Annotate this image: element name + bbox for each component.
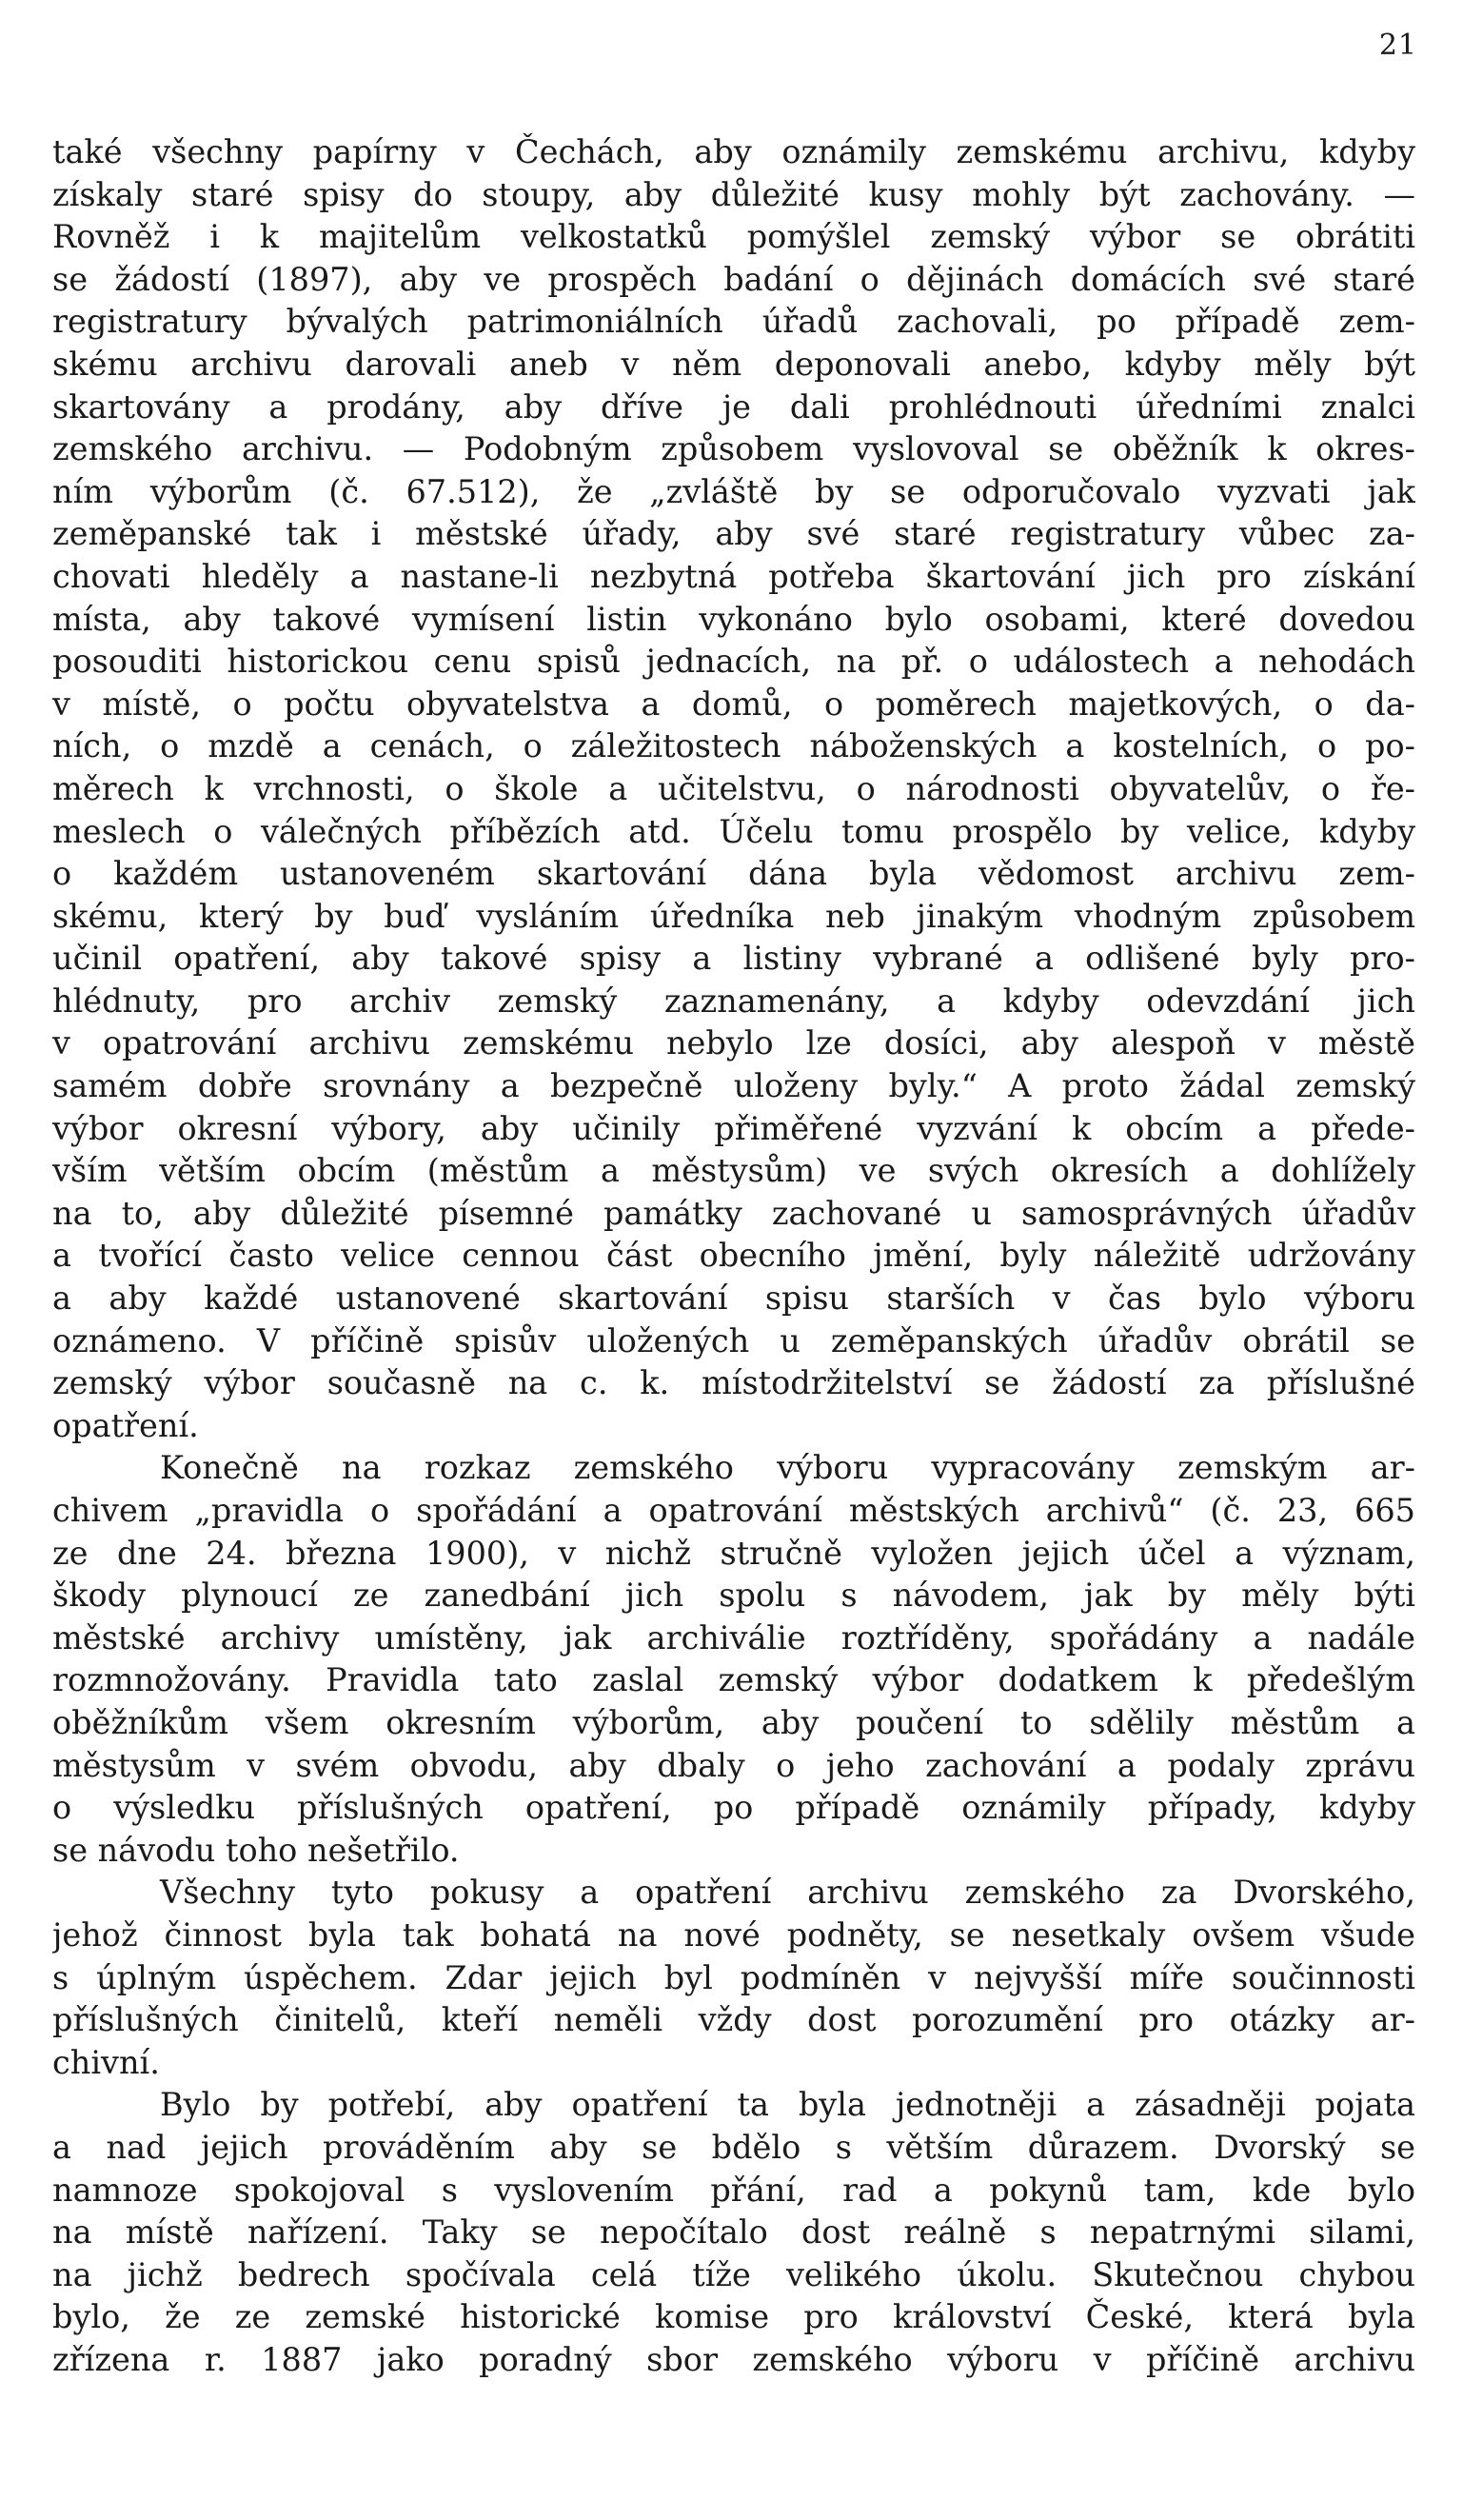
text-line: měrech k vrchnosti, o škole a učitelstvu, o národnosti obyvatelův, o ře- — [52, 769, 1415, 807]
text-line: bylo, že ze zemské historické komise pro království České, která byla — [52, 2298, 1415, 2336]
text-line: výbor okresní výbory, aby učinily přiměřené vyzvání k obcím a přede- — [52, 1109, 1415, 1147]
text-line: meslech o válečných příbězích atd. Účelu tomu prospělo by velice, kdyby — [52, 812, 1415, 850]
paragraph-1 — [52, 131, 1415, 1447]
text-line: získaly staré spisy do stoupy, aby důležité kusy mohly být zachovány. — — [52, 175, 1415, 213]
paragraph-2 — [52, 1447, 1415, 1872]
text-line: vším větším obcím (městům a městysům) ve svých okresích a dohlížely — [52, 1152, 1415, 1190]
text-line: ze dne 24. března 1900), v nichž stručně vyložen jejich účel a význam, — [52, 1534, 1415, 1572]
page-number: 21 — [1378, 29, 1417, 62]
paragraph-4 — [52, 2084, 1415, 2381]
text-line: městské archivy umístěny, jak archiválie roztříděny, spořádány a nadále — [52, 1618, 1415, 1657]
text-line: Rovněž i k majitelům velkostatků pomýšlel zemský výbor se obrátiti — [52, 218, 1415, 256]
body-text — [52, 131, 1415, 2381]
text-line: s úplným úspěchem. Zdar jejich byl podmíněn v nejvyšší míře součinnosti — [52, 1958, 1415, 1996]
text-line: rozmnožovány. Pravidla tato zaslal zemský výbor dodatkem k předešlým — [52, 1661, 1415, 1699]
text-line: Bylo by potřebí, aby opatření ta byla jednotněji a zásadněji pojata — [160, 2086, 1415, 2124]
text-line: zeměpanské tak i městské úřady, aby své staré registratury vůbec za- — [52, 515, 1415, 553]
text-line: oběžníkům všem okresním výborům, aby poučení to sdělily městům a — [52, 1703, 1415, 1741]
text-line: skému, který by buď vysláním úředníka neb jinakým vhodným způsobem — [52, 897, 1415, 935]
text-line: učinil opatření, aby takové spisy a listiny vybrané a odlišené byly pro- — [52, 940, 1415, 978]
text-line: skému archivu darovali aneb v něm deponovali anebo, kdyby měly být — [52, 345, 1415, 383]
text-line: zemský výbor současně na c. k. místodržitelství se žádostí za příslušné — [52, 1364, 1415, 1402]
text-line: skartovány a prodány, aby dříve je dali prohlédnouti úředními znalci — [52, 387, 1415, 426]
text-line: ních, o mzdě a cenách, o záležitostech náboženských a kostelních, o po- — [52, 727, 1415, 765]
text-line: a tvořící často velice cennou část obecního jmění, byly náležitě udržovány — [52, 1237, 1415, 1275]
text-line: registratury bývalých patrimoniálních úřadů zachovali, po případě zem- — [52, 303, 1415, 341]
text-line: také všechny papírny v Čechách, aby oznámily zemskému archivu, kdyby — [52, 133, 1415, 170]
text-line: a aby každé ustanovené skartování spisu starších v čas bylo výboru — [52, 1280, 1415, 1318]
text-line: o každém ustanoveném skartování dána byla vědomost archivu zem- — [52, 855, 1415, 893]
text-line: se návodu toho nešetřilo. — [52, 1831, 460, 1869]
text-line: chivní. — [52, 2043, 160, 2081]
text-line: na to, aby důležité písemné památky zachované u samosprávných úřadův — [52, 1194, 1415, 1232]
text-line: chovati hleděly a nastane-li nezbytná potřeba škartování jich pro získání — [52, 557, 1415, 595]
text-line: jehož činnost byla tak bohatá na nové podněty, se nesetkaly ovšem všude — [52, 1915, 1415, 1954]
paragraph-3 — [52, 1872, 1415, 2084]
text-line: v místě, o počtu obyvatelstva a domů, o poměrech majetkových, o da- — [52, 685, 1415, 723]
text-line: zřízena r. 1887 jako poradný sbor zemského výboru v příčině archivu — [52, 2340, 1415, 2378]
text-line: opatření. — [52, 1406, 199, 1444]
text-line: Konečně na rozkaz zemského výboru vypracovány zemským ar- — [160, 1449, 1415, 1487]
text-line: ním výborům (č. 67.512), že „zvláště by se odporučovalo vyzvati jak — [52, 472, 1415, 510]
text-line: a nad jejich prováděním aby se bdělo s větším důrazem. Dvorský se — [52, 2128, 1415, 2166]
text-line: chivem „pravidla o spořádání a opatrování městských archivů“ (č. 23, 665 — [52, 1492, 1415, 1529]
text-line: v opatrování archivu zemskému nebylo lze dosíci, aby alespoň v městě — [52, 1024, 1415, 1062]
text-line: místa, aby takové vymísení listin vykonáno bylo osobami, které dovedou — [52, 600, 1415, 638]
text-line: na jichž bedrech spočívala celá tíže velikého úkolu. Skutečnou chybou — [52, 2255, 1415, 2293]
text-line: posouditi historickou cenu spisů jednacích, na př. o událostech a nehodách — [52, 643, 1415, 681]
text-line: namnoze spokojoval s vyslovením přání, rad a pokynů tam, kde bylo — [52, 2171, 1415, 2209]
text-line: oznámeno. V příčině spisův uložených u zeměpanských úřadův obrátil se — [52, 1321, 1415, 1359]
text-line: hlédnuty, pro archiv zemský zaznamenány, a kdyby odevzdání jich — [52, 982, 1415, 1020]
text-line: samém dobře srovnány a bezpečně uloženy byly.“ A proto žádal zemský — [52, 1067, 1415, 1105]
text-line: příslušných činitelů, kteří neměli vždy dost porozumění pro otázky ar- — [52, 2001, 1415, 2039]
text-line: o výsledku příslušných opatření, po případě oznámily případy, kdyby — [52, 1789, 1415, 1827]
text-line: na místě nařízení. Taky se nepočítalo dost reálně s nepatrnými silami, — [52, 2213, 1415, 2252]
text-line: Všechny tyto pokusy a opatření archivu zemského za Dvorského, — [160, 1874, 1415, 1912]
text-line: škody plynoucí ze zanedbání jich spolu s návodem, jak by měly býti — [52, 1577, 1415, 1615]
text-line: zemského archivu. — Podobným způsobem vyslovoval se oběžník k okres- — [52, 430, 1415, 468]
text-line: městysům v svém obvodu, aby dbaly o jeho zachování a podaly zprávu — [52, 1746, 1415, 1784]
text-line: se žádostí (1897), aby ve prospěch badání o dějinách domácích své staré — [52, 260, 1415, 298]
